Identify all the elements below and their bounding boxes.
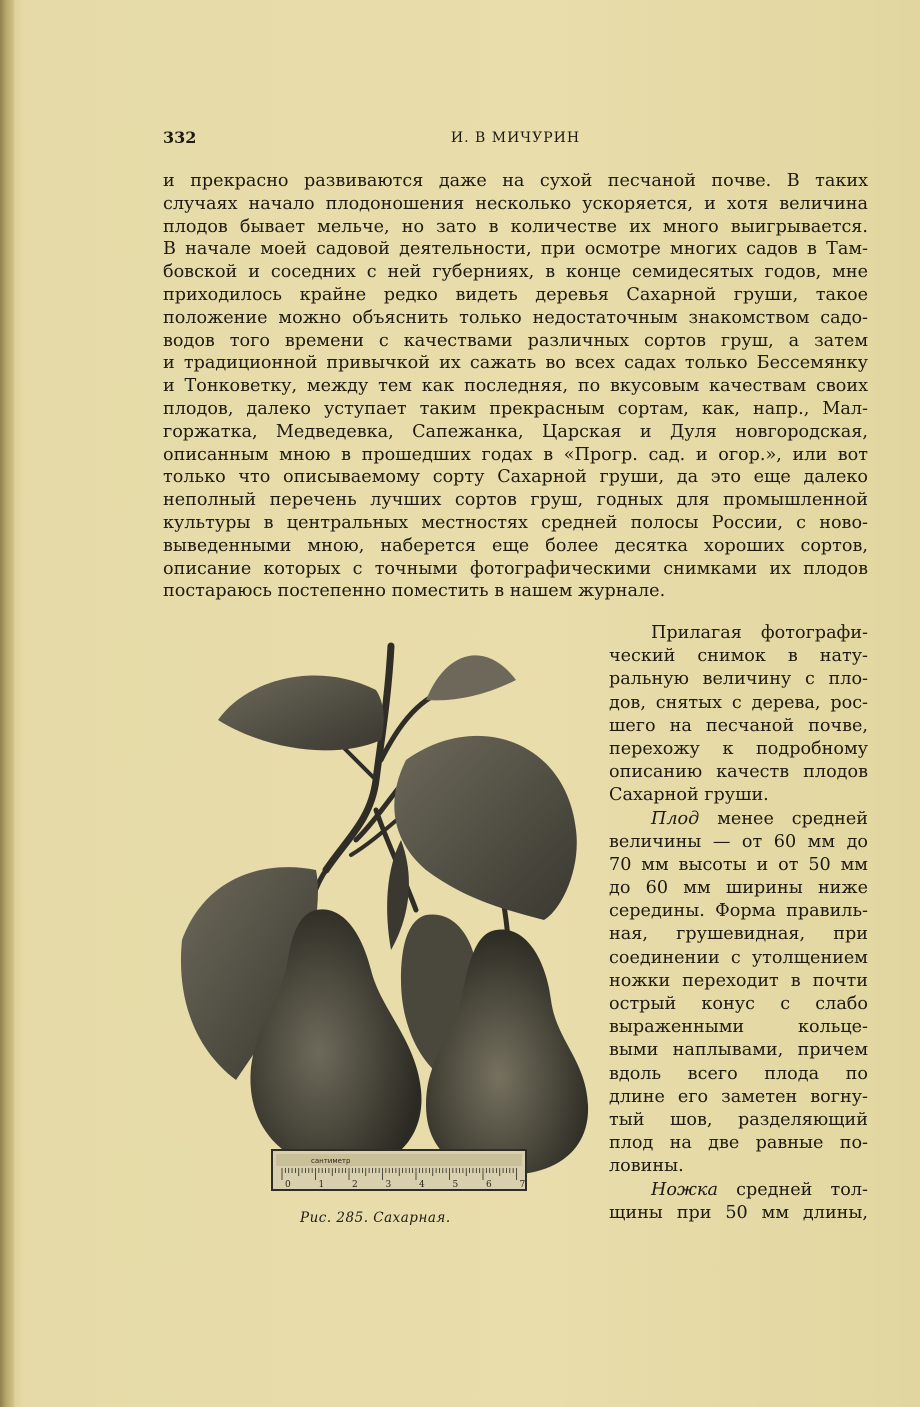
ruler-number: 1 xyxy=(318,1180,325,1190)
text-line: случаях начало плодоношения несколько ускоряется, и хотя величина xyxy=(163,193,868,214)
side-column-text xyxy=(609,622,868,1225)
text-line: культуры в центральных местностях средней полосы России, с ново- xyxy=(163,512,868,533)
text-line: выведенными мною, наберется еще более десятка хороших сортов, xyxy=(163,535,868,556)
text-line: дов, снятых с дерева, рос- xyxy=(609,692,868,713)
text-line: до 60 мм ширины ниже xyxy=(609,878,868,899)
text-line: щины при 50 мм длины, xyxy=(609,1202,868,1223)
leaf-large-right xyxy=(394,736,576,920)
ruler-number: 4 xyxy=(419,1180,425,1190)
text-line: плодов, далеко уступает таким прекрасным сортам, как, напр., Мал- xyxy=(163,398,868,419)
text-line: описанным мною в прошедших годах в «Прогр. сад. и огор.», или вот xyxy=(163,444,868,465)
text-line: плодов бывает мельче, но зато в количестве их много выигрывается. xyxy=(163,216,868,237)
text-line: шего на песчаной почве, xyxy=(609,715,868,736)
ruler-number: 3 xyxy=(385,1180,392,1190)
text-line: Прилагая фотографи- xyxy=(651,623,868,643)
text-line: соединении с утолщением xyxy=(609,947,868,968)
text-line: описанию качеств плодов xyxy=(609,762,868,783)
leaf-small-hanging xyxy=(387,840,409,950)
text-line-with-term: Плод менее средней xyxy=(651,808,869,829)
text-line: ческий снимок в нату- xyxy=(609,646,868,667)
ruler-number: 5 xyxy=(452,1180,459,1190)
page-binding-edge xyxy=(0,0,14,1407)
text-line: вдоль всего плода по xyxy=(609,1063,868,1084)
text-line: постараюсь постепенно поместить в нашем журнале. xyxy=(163,581,666,602)
running-head: И. В МИЧУРИН xyxy=(450,130,581,146)
text-line: неполный перечень лучших сортов груш, годных для промышленной xyxy=(163,490,868,511)
ruler-label: сантиметр xyxy=(311,1157,351,1165)
text-line: величины — от 60 мм до xyxy=(609,831,868,852)
text-line: бовской и соседних с ней губерниях, в конце семидесятых годов, мне xyxy=(163,262,868,283)
leaf-top-right xyxy=(426,655,516,700)
ruler-number: 0 xyxy=(285,1180,291,1190)
text-line: В начале моей садовой деятельности, при осмотре многих садов в Там- xyxy=(163,239,868,260)
text-line: горжатка, Медведевка, Сапежанка, Царская и Дуля новгородская, xyxy=(163,421,868,442)
text-line: положение можно объяснить только недостаточным знакомством садо- xyxy=(163,307,868,328)
body-paragraph xyxy=(163,170,868,603)
leaf-top-left xyxy=(218,676,384,751)
page-header xyxy=(163,128,868,152)
text-line: середины. Форма правиль- xyxy=(609,901,868,922)
text-line: тый шов, разделяющий xyxy=(609,1109,868,1130)
text-line: выми наплывами, причем xyxy=(609,1040,868,1061)
text-line: Сахарной груши. xyxy=(609,785,769,806)
text-line: водов того времени с качествами различных сортов груш, а затем xyxy=(163,330,868,351)
ruler-number: 7 xyxy=(519,1180,526,1190)
text-line: острый конус с слабо xyxy=(609,994,868,1014)
text-line: ральную величину с пло- xyxy=(609,669,868,690)
text-line: плод на две равные по- xyxy=(609,1133,868,1154)
text-line: и прекрасно развиваются даже на сухой песчаной почве. В таких xyxy=(163,171,868,191)
page-number: 332 xyxy=(163,128,197,147)
text-line: длине его заметен вогну- xyxy=(609,1086,868,1107)
ruler-number: 6 xyxy=(486,1180,492,1190)
text-line: и традиционной привычкой их сажать во всех садах только Бессемянку xyxy=(163,353,868,374)
text-line: приходилось крайне редко видеть деревья Сахарной груши, такое xyxy=(163,284,868,305)
text-line-with-term: Ножка средней тол- xyxy=(651,1179,869,1200)
text-line: и Тонковетку, между тем как последняя, по вкусовым качествам своих xyxy=(163,376,868,397)
pear-branch-illustration xyxy=(176,640,596,1200)
text-line: описание которых с точными фотографическими снимками их плодов xyxy=(163,558,868,579)
text-line: ная, грушевидная, при xyxy=(609,924,868,945)
centimeter-ruler xyxy=(272,1150,526,1190)
term-stalk: Ножка xyxy=(651,1179,718,1200)
text-line: только что описываемому сорту Сахарной груши, да это еще далеко xyxy=(163,467,868,488)
text-line: ножки переходит в почти xyxy=(609,970,868,991)
figure-caption: Рис. 285. Сахарная. xyxy=(300,1210,451,1226)
text-line: выраженными кольце- xyxy=(609,1017,868,1038)
ruler-number: 2 xyxy=(352,1180,358,1190)
term-fruit: Плод xyxy=(651,808,700,829)
text-line: перехожу к подробному xyxy=(609,738,868,759)
text-line: 70 мм высоты и от 50 мм xyxy=(609,854,868,875)
text-line: ловины. xyxy=(609,1156,684,1177)
pear-photo-figure xyxy=(176,640,596,1200)
